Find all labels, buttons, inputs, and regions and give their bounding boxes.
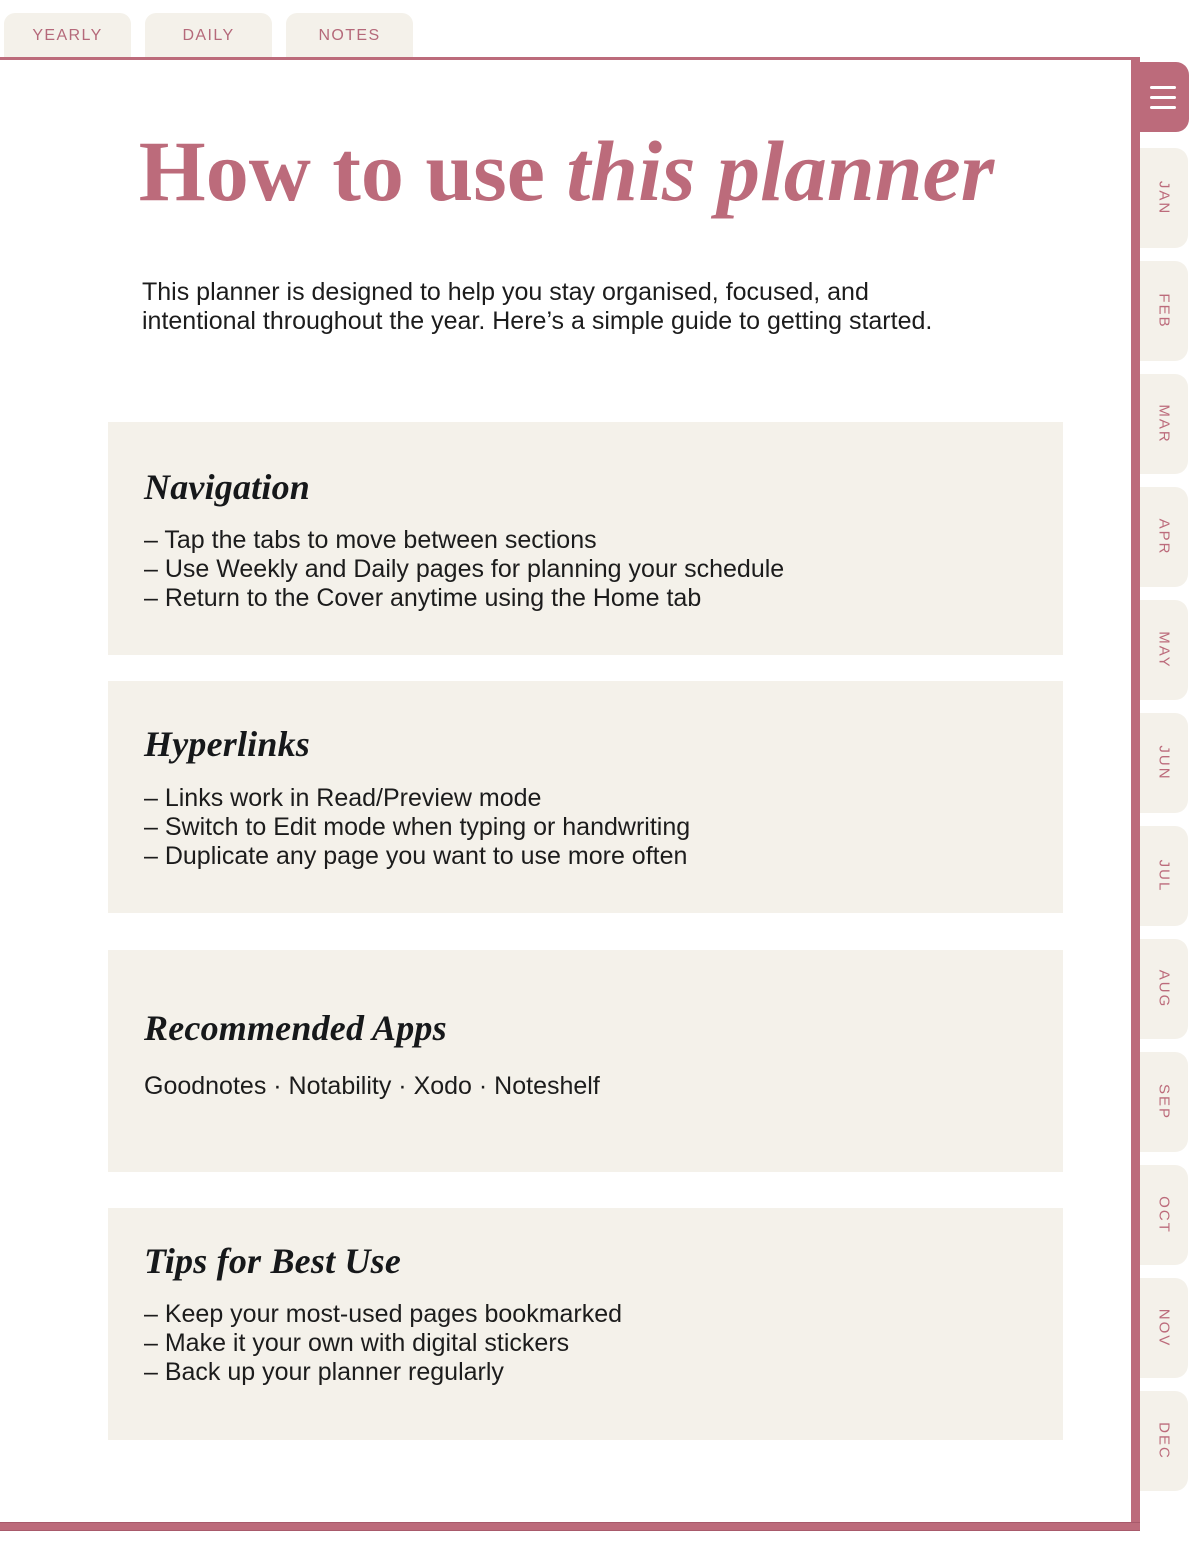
month-tab-may[interactable] (1140, 600, 1188, 700)
hamburger-line (1150, 106, 1176, 109)
list-item: – Keep your most-used pages bookmarked (144, 1300, 623, 1328)
month-tab-sep[interactable] (1140, 1052, 1188, 1152)
card-navigation-list (144, 526, 784, 613)
list-item: – Tap the tabs to move between sections (144, 526, 597, 554)
tab-daily[interactable] (145, 13, 272, 58)
list-item: – Duplicate any page you want to use more often (144, 842, 688, 870)
tab-notes[interactable] (286, 13, 413, 58)
month-tab-label: FEB (1155, 293, 1173, 329)
card-tips-list (144, 1300, 622, 1387)
month-tab-mar[interactable] (1140, 374, 1188, 474)
card-navigation-title: Navigation (144, 467, 311, 507)
card-hyperlinks-list (144, 784, 690, 871)
list-item: – Back up your planner regularly (144, 1358, 504, 1386)
tab-notes-label: NOTES (318, 26, 381, 44)
month-tab-jun[interactable] (1140, 713, 1188, 813)
tab-yearly-label: YEARLY (32, 26, 103, 44)
hamburger-line (1150, 96, 1176, 99)
tab-yearly[interactable] (4, 13, 131, 58)
card-tips (108, 1208, 1063, 1440)
month-tab-label: SEP (1155, 1083, 1173, 1121)
page-left-edge (0, 60, 3, 1525)
month-tab-label: JUL (1155, 859, 1173, 893)
page-title (0, 123, 1133, 219)
month-tab-oct[interactable] (1140, 1165, 1188, 1265)
page-title-roman: How to use (138, 123, 567, 219)
tab-daily-label: DAILY (182, 26, 235, 44)
card-hyperlinks-title: Hyperlinks (144, 724, 311, 764)
page-title-italic: this planner (566, 123, 995, 219)
month-tab-label: JAN (1155, 180, 1173, 216)
month-tab-aug[interactable] (1140, 939, 1188, 1039)
card-navigation (108, 422, 1063, 655)
hamburger-menu-icon[interactable] (1137, 62, 1189, 132)
list-item: – Return to the Cover anytime using the Home tab (144, 584, 702, 612)
top-tab-bar (0, 0, 1200, 58)
month-tab-label: AUG (1155, 969, 1173, 1009)
list-item: – Use Weekly and Daily pages for planning your schedule (144, 555, 785, 583)
intro-paragraph: This planner is designed to help you stay organised, focused, and intentional throughout the year. Here’s a simple guide to getting started. (142, 278, 933, 335)
month-tab-dec[interactable] (1140, 1391, 1188, 1491)
card-tips-title: Tips for Best Use (144, 1241, 402, 1281)
month-tab-label: JUN (1155, 745, 1173, 781)
list-item: – Switch to Edit mode when typing or handwriting (144, 813, 691, 841)
month-tab-label: NOV (1155, 1308, 1173, 1348)
card-recommended-apps (108, 950, 1063, 1172)
hamburger-line (1150, 86, 1176, 89)
month-tab-jan[interactable] (1140, 148, 1188, 248)
month-tab-label: MAR (1155, 404, 1173, 444)
month-tab-apr[interactable] (1140, 487, 1188, 587)
card-hyperlinks (108, 681, 1063, 913)
list-item: – Make it your own with digital stickers (144, 1329, 570, 1357)
card-recommended-apps-text: Goodnotes · Notability · Xodo · Noteshelf (144, 1072, 600, 1100)
month-tab-feb[interactable] (1140, 261, 1188, 361)
page-bottom-edge (0, 1522, 1140, 1531)
card-recommended-apps-title: Recommended Apps (144, 1008, 447, 1048)
page-right-edge (1131, 57, 1140, 1525)
month-tab-label: MAY (1155, 631, 1173, 669)
month-tab-jul[interactable] (1140, 826, 1188, 926)
month-tab-label: APR (1155, 518, 1173, 556)
month-tab-label: OCT (1155, 1196, 1173, 1234)
month-tab-label: DEC (1155, 1422, 1173, 1460)
month-tab-nov[interactable] (1140, 1278, 1188, 1378)
list-item: – Links work in Read/Preview mode (144, 784, 542, 812)
